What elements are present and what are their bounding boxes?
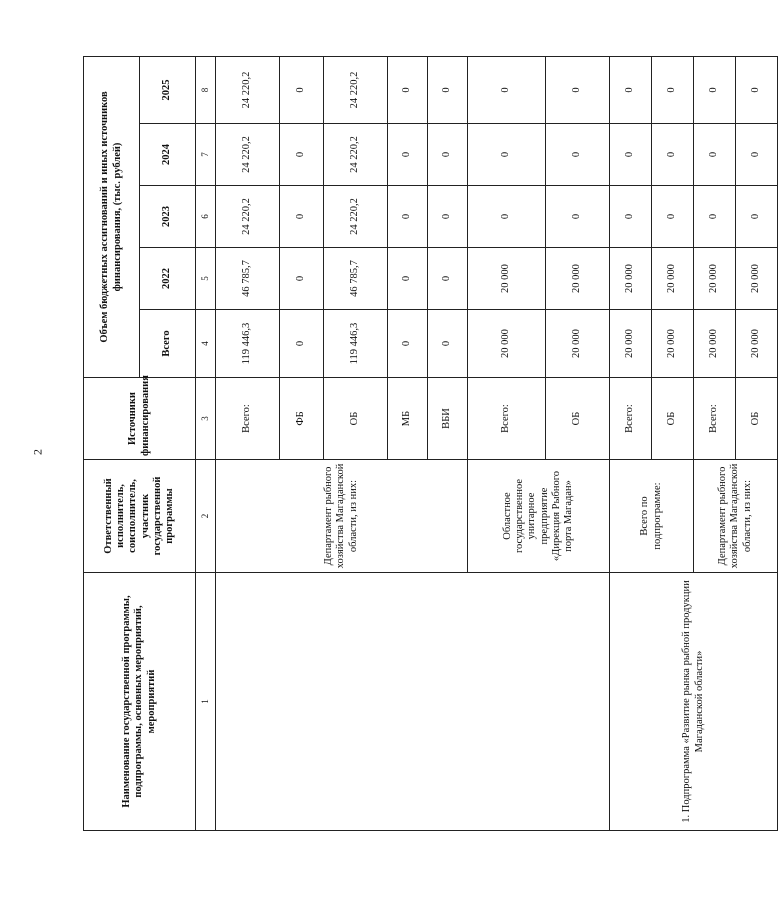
value-cell: 20 000 <box>736 310 778 378</box>
executor-cell: Областное государственное унитарное предприятие «Дирекция Рыбного порта Магадан» <box>468 460 610 573</box>
value-cell: 24 220,2 <box>216 124 280 186</box>
value-cell: 20 000 <box>652 310 694 378</box>
value-cell: 0 <box>428 248 468 310</box>
source-cell: Всего: <box>216 378 280 460</box>
value-cell: 0 <box>610 56 652 123</box>
header-year: 2025 <box>140 56 196 123</box>
value-cell: 0 <box>736 124 778 186</box>
source-cell: ОБ <box>736 378 778 460</box>
value-cell: 0 <box>428 186 468 248</box>
value-cell: 0 <box>468 186 546 248</box>
header-year: 2023 <box>140 186 196 248</box>
executor-cell: Департамент рыбного хозяйства Магаданской области, из них: <box>216 460 468 573</box>
source-cell: ОБ <box>324 378 388 460</box>
value-cell: 0 <box>546 124 610 186</box>
value-cell: 24 220,2 <box>324 124 388 186</box>
source-cell: ОБ <box>652 378 694 460</box>
value-cell: 0 <box>280 310 324 378</box>
value-cell: 0 <box>280 248 324 310</box>
value-cell: 0 <box>388 56 428 123</box>
program-cell: 1. Подпрограмма «Развитие рынка рыбной продукции Магаданской области» <box>610 573 778 831</box>
source-cell: ОБ <box>546 378 610 460</box>
index-cell: 4 <box>196 310 216 378</box>
value-cell: 0 <box>694 56 736 123</box>
value-cell: 24 220,2 <box>324 186 388 248</box>
value-cell: 20 000 <box>610 248 652 310</box>
source-cell: ФБ <box>280 378 324 460</box>
header-year: Всего <box>140 310 196 378</box>
index-cell: 7 <box>196 124 216 186</box>
value-cell: 0 <box>546 186 610 248</box>
value-cell: 0 <box>652 186 694 248</box>
value-cell: 0 <box>388 310 428 378</box>
value-cell: 0 <box>280 124 324 186</box>
index-cell: 2 <box>196 460 216 573</box>
source-cell: Всего: <box>610 378 652 460</box>
value-cell: 0 <box>610 186 652 248</box>
index-cell: 8 <box>196 56 216 123</box>
value-cell: 0 <box>428 56 468 123</box>
executor-cell: Всего по подпрограмме: <box>610 460 694 573</box>
header-col2: Ответственный исполнитель, соисполнитель, участник государственной программы <box>84 460 196 573</box>
value-cell: 119 446,3 <box>324 310 388 378</box>
value-cell: 0 <box>388 248 428 310</box>
value-cell: 24 220,2 <box>216 56 280 123</box>
rotated-table-area <box>83 57 762 831</box>
header-col3: Источники финансирования <box>84 378 196 460</box>
value-cell: 119 446,3 <box>216 310 280 378</box>
value-cell: 0 <box>280 186 324 248</box>
value-cell: 20 000 <box>652 248 694 310</box>
value-cell: 0 <box>652 124 694 186</box>
value-cell: 0 <box>388 186 428 248</box>
table-row <box>610 56 652 830</box>
header-funding-group: Объем бюджетных ассигнований и иных источников финансирования, (тыс. рублей) <box>84 56 140 377</box>
program-cell <box>216 573 610 831</box>
index-cell: 1 <box>196 573 216 831</box>
value-cell: 0 <box>388 124 428 186</box>
header-year: 2022 <box>140 248 196 310</box>
value-cell: 24 220,2 <box>216 186 280 248</box>
value-cell: 20 000 <box>546 248 610 310</box>
header-year: 2024 <box>140 124 196 186</box>
value-cell: 20 000 <box>736 248 778 310</box>
value-cell: 0 <box>280 56 324 123</box>
source-cell: МБ <box>388 378 428 460</box>
value-cell: 0 <box>736 56 778 123</box>
funding-table <box>83 56 778 831</box>
value-cell: 0 <box>736 186 778 248</box>
table-row <box>216 56 280 830</box>
value-cell: 0 <box>468 124 546 186</box>
value-cell: 20 000 <box>694 310 736 378</box>
source-cell: Всего: <box>468 378 546 460</box>
source-cell: ВБИ <box>428 378 468 460</box>
header-col1: Наименование государственной программы, подпрограммы, основных мероприятий, мероприятий <box>84 573 196 831</box>
value-cell: 46 785,7 <box>216 248 280 310</box>
value-cell: 0 <box>652 56 694 123</box>
value-cell: 0 <box>610 124 652 186</box>
index-cell: 5 <box>196 248 216 310</box>
value-cell: 20 000 <box>468 248 546 310</box>
value-cell: 24 220,2 <box>324 56 388 123</box>
value-cell: 20 000 <box>610 310 652 378</box>
value-cell: 0 <box>694 186 736 248</box>
value-cell: 0 <box>468 56 546 123</box>
value-cell: 46 785,7 <box>324 248 388 310</box>
value-cell: 20 000 <box>546 310 610 378</box>
executor-cell: Департамент рыбного хозяйства Магаданской области, из них: <box>694 460 778 573</box>
table-body <box>216 56 778 830</box>
value-cell: 0 <box>428 124 468 186</box>
value-cell: 0 <box>546 56 610 123</box>
index-cell: 6 <box>196 186 216 248</box>
value-cell: 0 <box>428 310 468 378</box>
page-number: 2 <box>30 449 45 455</box>
value-cell: 20 000 <box>694 248 736 310</box>
value-cell: 0 <box>694 124 736 186</box>
source-cell: Всего: <box>694 378 736 460</box>
value-cell: 20 000 <box>468 310 546 378</box>
index-cell: 3 <box>196 378 216 460</box>
